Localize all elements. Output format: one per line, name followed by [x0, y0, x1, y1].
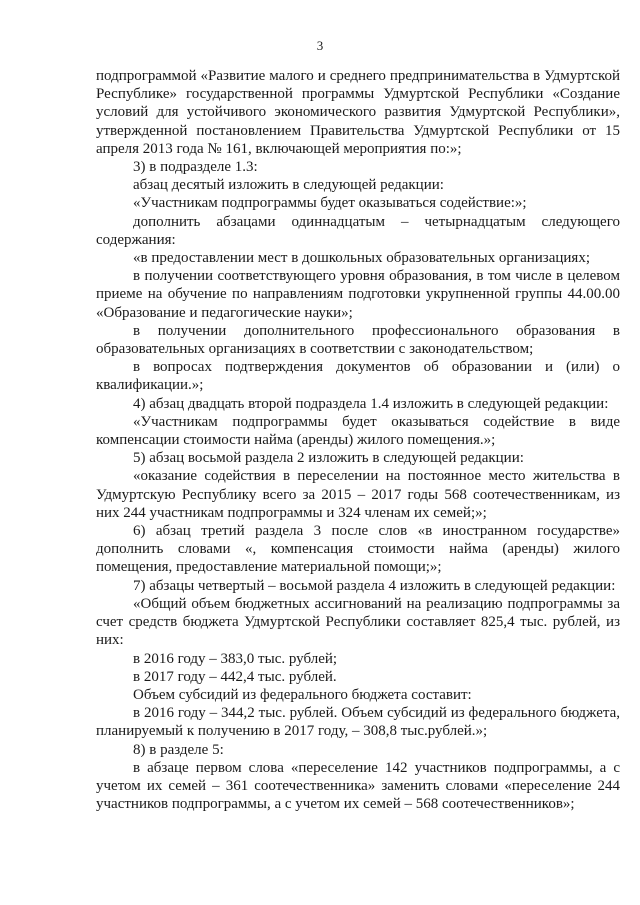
paragraph: дополнить абзацами одиннадцатым – четырнадцатым следующего содержания:: [96, 213, 620, 248]
paragraph: «Общий объем бюджетных ассигнований на реализацию подпрограммы за счет средств бюджета Удмуртской Республики составляет 825,4 тыс. рублей, из них:: [96, 595, 620, 649]
paragraph: «Участникам подпрограммы будет оказываться содействие в виде компенсации стоимости найма (аренды) жилого помещения.»;: [96, 413, 620, 449]
paragraph: в 2016 году – 344,2 тыс. рублей. Объем субсидий из федерального бюджета, планируемый к получению в 2017 году, – 308,8 тыс.рублей.»;: [96, 705, 620, 740]
paragraph: в 2016 году – 383,0 тыс. рублей;: [133, 650, 338, 667]
paragraph-item-7: 7) абзацы четвертый – восьмой раздела 4 изложить в следующей редакции:: [133, 577, 616, 594]
paragraph: «Участникам подпрограммы будет оказываться содействие:»;: [133, 195, 527, 212]
paragraph-item-8: 8) в разделе 5:: [133, 741, 224, 758]
paragraph: в абзаце первом слова «переселение 142 участников подпрограммы, а с учетом их семей – 361 соотечественника» заменить словами «переселение 244 участников подпрограммы, а с учетом их семей – 568 соотечественников»;: [96, 759, 620, 813]
paragraph-item-4: 4) абзац двадцать второй подраздела 1.4 изложить в следующей редакции:: [133, 395, 609, 412]
paragraph-item-3: 3) в подразделе 1.3:: [133, 159, 258, 176]
paragraph-item-6: 6) абзац третий раздела 3 после слов «в иностранном государстве» дополнить словами «, компенсация стоимости найма (аренды) жилого помещения, предоставление материальной помощи;»;: [96, 523, 620, 576]
paragraph: «оказание содействия в переселении на постоянное место жительства в Удмуртскую Республику всего за 2015 – 2017 годы 568 соотечественникам, из них 244 участникам подпрограммы и 324 членам их семей;»;: [96, 468, 620, 521]
paragraph: Объем субсидий из федерального бюджета составит:: [133, 686, 472, 703]
paragraph: в 2017 году – 442,4 тыс. рублей.: [133, 668, 337, 685]
page-number: 3: [316, 38, 324, 53]
document-body: [96, 67, 620, 813]
paragraph-item-5: 5) абзац восьмой раздела 2 изложить в следующей редакции:: [133, 450, 524, 467]
paragraph: «в предоставлении мест в дошкольных образовательных организациях;: [133, 250, 590, 267]
paragraph: в получении соответствующего уровня образования, в том числе в целевом приеме на обучение по направлениям подготовки укрупненной группы 44.00.00 «Образование и педагогические науки»;: [96, 268, 620, 321]
paragraph: абзац десятый изложить в следующей редакции:: [133, 177, 444, 194]
paragraph: в получении дополнительного профессионального образования в образовательных организациях в соответствии с законодательством;: [96, 322, 620, 358]
paragraph: в вопросах подтверждения документов об образовании и (или) о квалификации.»;: [96, 359, 620, 394]
paragraph-continuation: подпрограммой «Развитие малого и среднего предпринимательства в Удмуртской Республике» государственной программы Удмуртской Республики «Создание условий для устойчивого экономического развития Удмуртской Республики», утвержденной постановлением Правительства Удмуртской Республики от 15 апреля 2013 года № 161, включающей мероприятия по:»;: [96, 68, 620, 157]
